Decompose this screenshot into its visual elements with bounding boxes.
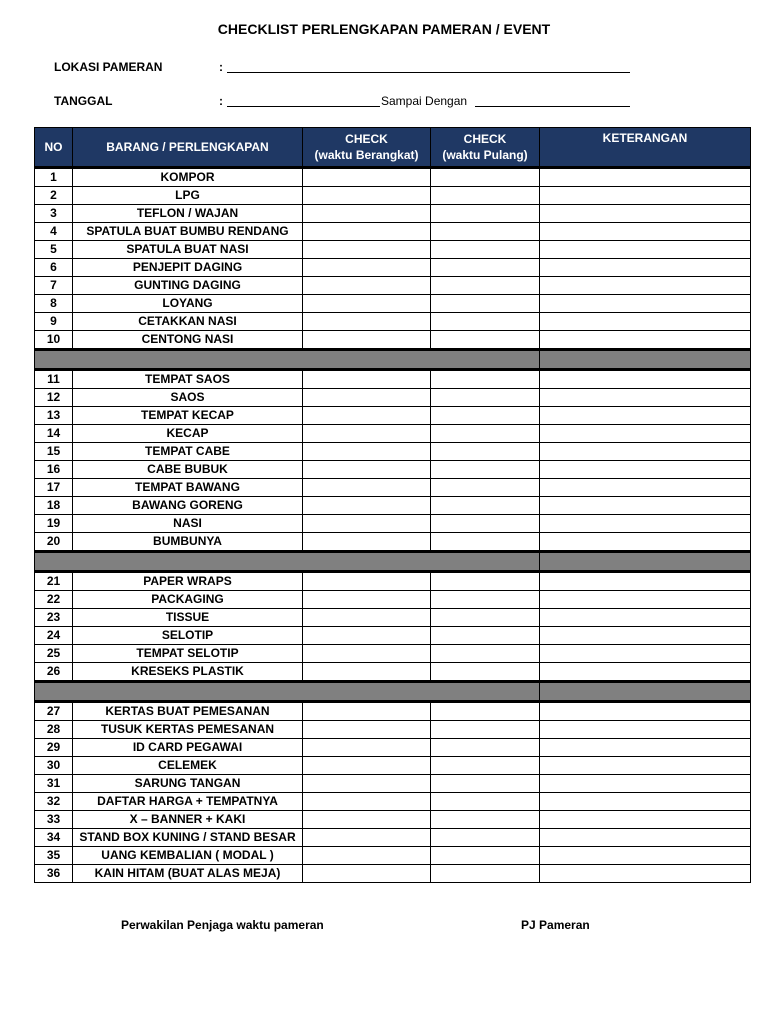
table-header-row: [35, 128, 751, 168]
separator-cell: [35, 552, 540, 572]
check-pulang-cell[interactable]: [431, 331, 540, 350]
check-pulang-cell[interactable]: [431, 223, 540, 241]
lokasi-line: [227, 59, 630, 73]
check-berangkat-cell[interactable]: [303, 627, 431, 645]
check-pulang-cell[interactable]: [431, 533, 540, 552]
item-cell: KERTAS BUAT PEMESANAN: [73, 702, 303, 721]
keterangan-cell[interactable]: [540, 775, 751, 793]
check-pulang-cell[interactable]: [431, 407, 540, 425]
section-separator-row: [35, 682, 751, 702]
keterangan-cell[interactable]: [540, 739, 751, 757]
check-pulang-cell[interactable]: [431, 591, 540, 609]
keterangan-cell[interactable]: [540, 295, 751, 313]
tanggal-label: TANGGAL: [54, 94, 113, 108]
tanggal-colon: :: [219, 94, 223, 108]
item-cell: DAFTAR HARGA + TEMPATNYA: [73, 793, 303, 811]
item-cell: PENJEPIT DAGING: [73, 259, 303, 277]
keterangan-cell[interactable]: [540, 497, 751, 515]
header-keterangan: KETERANGAN: [540, 128, 751, 168]
item-cell: KAIN HITAM (BUAT ALAS MEJA): [73, 865, 303, 883]
table-row: [35, 407, 751, 425]
header-check-berangkat-title: CHECK: [345, 132, 388, 146]
item-cell: CETAKKAN NASI: [73, 313, 303, 331]
check-berangkat-cell[interactable]: [303, 702, 431, 721]
no-cell: 9: [35, 313, 73, 331]
check-pulang-cell[interactable]: [431, 865, 540, 883]
no-cell: 17: [35, 479, 73, 497]
check-pulang-cell[interactable]: [431, 259, 540, 277]
no-cell: 16: [35, 461, 73, 479]
no-cell: 8: [35, 295, 73, 313]
table-row: [35, 331, 751, 350]
check-pulang-cell[interactable]: [431, 572, 540, 591]
check-pulang-cell[interactable]: [431, 515, 540, 533]
check-pulang-cell[interactable]: [431, 425, 540, 443]
keterangan-cell[interactable]: [540, 425, 751, 443]
section-separator-row: [35, 552, 751, 572]
item-cell: TEMPAT SAOS: [73, 370, 303, 389]
no-cell: 24: [35, 627, 73, 645]
check-berangkat-cell[interactable]: [303, 370, 431, 389]
check-pulang-cell[interactable]: [431, 389, 540, 407]
lokasi-colon: :: [219, 60, 223, 74]
no-cell: 7: [35, 277, 73, 295]
no-cell: 15: [35, 443, 73, 461]
check-pulang-cell[interactable]: [431, 497, 540, 515]
check-berangkat-cell[interactable]: [303, 793, 431, 811]
lokasi-label: LOKASI PAMERAN: [54, 60, 163, 74]
keterangan-cell[interactable]: [540, 443, 751, 461]
check-pulang-cell[interactable]: [431, 205, 540, 223]
table-row: [35, 663, 751, 682]
table-row: [35, 865, 751, 883]
keterangan-cell[interactable]: [540, 515, 751, 533]
keterangan-cell[interactable]: [540, 187, 751, 205]
check-pulang-cell[interactable]: [431, 721, 540, 739]
item-cell: BUMBUNYA: [73, 533, 303, 552]
keterangan-cell[interactable]: [540, 313, 751, 331]
check-berangkat-cell[interactable]: [303, 663, 431, 682]
check-berangkat-cell[interactable]: [303, 609, 431, 627]
check-pulang-cell[interactable]: [431, 645, 540, 663]
check-berangkat-cell[interactable]: [303, 443, 431, 461]
keterangan-cell[interactable]: [540, 331, 751, 350]
check-berangkat-cell[interactable]: [303, 389, 431, 407]
table-row: [35, 425, 751, 443]
table-row: [35, 461, 751, 479]
keterangan-cell[interactable]: [540, 168, 751, 187]
table-row: [35, 702, 751, 721]
check-berangkat-cell[interactable]: [303, 829, 431, 847]
table-row: [35, 370, 751, 389]
keterangan-cell[interactable]: [540, 829, 751, 847]
table-row: [35, 168, 751, 187]
item-cell: NASI: [73, 515, 303, 533]
table-row: [35, 241, 751, 259]
no-cell: 22: [35, 591, 73, 609]
check-pulang-cell[interactable]: [431, 609, 540, 627]
no-cell: 14: [35, 425, 73, 443]
check-berangkat-cell[interactable]: [303, 757, 431, 775]
header-check-pulang-title: CHECK: [463, 132, 507, 146]
keterangan-cell[interactable]: [540, 277, 751, 295]
no-cell: 33: [35, 811, 73, 829]
separator-keterangan-cell: [540, 350, 751, 370]
check-berangkat-cell[interactable]: [303, 295, 431, 313]
check-pulang-cell[interactable]: [431, 757, 540, 775]
keterangan-cell[interactable]: [540, 572, 751, 591]
no-cell: 35: [35, 847, 73, 865]
item-cell: LPG: [73, 187, 303, 205]
table-row: [35, 645, 751, 663]
table-row: [35, 627, 751, 645]
table-row: [35, 259, 751, 277]
keterangan-cell[interactable]: [540, 407, 751, 425]
check-berangkat-cell[interactable]: [303, 572, 431, 591]
table-row: [35, 533, 751, 552]
check-berangkat-cell[interactable]: [303, 721, 431, 739]
item-cell: SPATULA BUAT BUMBU RENDANG: [73, 223, 303, 241]
table-row: [35, 389, 751, 407]
item-cell: SELOTIP: [73, 627, 303, 645]
header-no: NO: [35, 128, 73, 168]
keterangan-cell[interactable]: [540, 702, 751, 721]
header-check-pulang: [431, 128, 540, 168]
check-pulang-cell[interactable]: [431, 313, 540, 331]
check-berangkat-cell[interactable]: [303, 259, 431, 277]
check-berangkat-cell[interactable]: [303, 331, 431, 350]
header-barang: BARANG / PERLENGKAPAN: [73, 128, 303, 168]
check-berangkat-cell[interactable]: [303, 811, 431, 829]
item-cell: TEMPAT CABE: [73, 443, 303, 461]
item-cell: LOYANG: [73, 295, 303, 313]
no-cell: 4: [35, 223, 73, 241]
keterangan-cell[interactable]: [540, 847, 751, 865]
check-berangkat-cell[interactable]: [303, 313, 431, 331]
keterangan-cell[interactable]: [540, 793, 751, 811]
no-cell: 30: [35, 757, 73, 775]
check-berangkat-cell[interactable]: [303, 407, 431, 425]
no-cell: 3: [35, 205, 73, 223]
no-cell: 18: [35, 497, 73, 515]
item-cell: TEMPAT KECAP: [73, 407, 303, 425]
no-cell: 1: [35, 168, 73, 187]
lokasi-row: [54, 59, 634, 75]
check-pulang-cell[interactable]: [431, 295, 540, 313]
check-pulang-cell[interactable]: [431, 739, 540, 757]
table-row: [35, 313, 751, 331]
keterangan-cell[interactable]: [540, 627, 751, 645]
check-berangkat-cell[interactable]: [303, 187, 431, 205]
check-pulang-cell[interactable]: [431, 663, 540, 682]
no-cell: 12: [35, 389, 73, 407]
table-row: [35, 591, 751, 609]
check-berangkat-cell[interactable]: [303, 865, 431, 883]
table-row: [35, 443, 751, 461]
no-cell: 32: [35, 793, 73, 811]
check-berangkat-cell[interactable]: [303, 645, 431, 663]
table-row: [35, 609, 751, 627]
keterangan-cell[interactable]: [540, 479, 751, 497]
table-row: [35, 847, 751, 865]
keterangan-cell[interactable]: [540, 205, 751, 223]
no-cell: 34: [35, 829, 73, 847]
tanggal-end-line: [475, 93, 630, 107]
signature-right: PJ Pameran: [521, 918, 590, 932]
item-cell: TEFLON / WAJAN: [73, 205, 303, 223]
separator-keterangan-cell: [540, 552, 751, 572]
no-cell: 2: [35, 187, 73, 205]
sampai-label: Sampai Dengan: [381, 94, 468, 108]
no-cell: 13: [35, 407, 73, 425]
check-pulang-cell[interactable]: [431, 461, 540, 479]
check-pulang-cell[interactable]: [431, 793, 540, 811]
no-cell: 6: [35, 259, 73, 277]
table-row: [35, 739, 751, 757]
check-berangkat-cell[interactable]: [303, 591, 431, 609]
keterangan-cell[interactable]: [540, 241, 751, 259]
item-cell: TUSUK KERTAS PEMESANAN: [73, 721, 303, 739]
item-cell: KOMPOR: [73, 168, 303, 187]
item-cell: PAPER WRAPS: [73, 572, 303, 591]
check-pulang-cell[interactable]: [431, 811, 540, 829]
table-row: [35, 223, 751, 241]
no-cell: 19: [35, 515, 73, 533]
no-cell: 11: [35, 370, 73, 389]
no-cell: 20: [35, 533, 73, 552]
check-berangkat-cell[interactable]: [303, 847, 431, 865]
item-cell: X – BANNER + KAKI: [73, 811, 303, 829]
keterangan-cell[interactable]: [540, 461, 751, 479]
item-cell: CENTONG NASI: [73, 331, 303, 350]
no-cell: 31: [35, 775, 73, 793]
keterangan-cell[interactable]: [540, 370, 751, 389]
keterangan-cell[interactable]: [540, 663, 751, 682]
keterangan-cell[interactable]: [540, 223, 751, 241]
separator-cell: [35, 682, 540, 702]
check-pulang-cell[interactable]: [431, 187, 540, 205]
table-row: [35, 829, 751, 847]
check-pulang-cell[interactable]: [431, 627, 540, 645]
item-cell: CABE BUBUK: [73, 461, 303, 479]
item-cell: TEMPAT BAWANG: [73, 479, 303, 497]
no-cell: 29: [35, 739, 73, 757]
no-cell: 28: [35, 721, 73, 739]
checklist-table: [34, 127, 751, 883]
table-row: [35, 811, 751, 829]
signature-left: Perwakilan Penjaga waktu pameran: [121, 918, 324, 932]
separator-cell: [35, 350, 540, 370]
header-check-pulang-sub: (waktu Pulang): [442, 148, 528, 162]
table-row: [35, 793, 751, 811]
table-row: [35, 775, 751, 793]
keterangan-cell[interactable]: [540, 609, 751, 627]
check-pulang-cell[interactable]: [431, 702, 540, 721]
table-row: [35, 515, 751, 533]
check-berangkat-cell[interactable]: [303, 205, 431, 223]
keterangan-cell[interactable]: [540, 865, 751, 883]
item-cell: TEMPAT SELOTIP: [73, 645, 303, 663]
no-cell: 26: [35, 663, 73, 682]
keterangan-cell[interactable]: [540, 389, 751, 407]
item-cell: STAND BOX KUNING / STAND BESAR: [73, 829, 303, 847]
check-pulang-cell[interactable]: [431, 241, 540, 259]
table-row: [35, 479, 751, 497]
check-berangkat-cell[interactable]: [303, 739, 431, 757]
tanggal-row: [54, 93, 634, 109]
item-cell: ID CARD PEGAWAI: [73, 739, 303, 757]
check-berangkat-cell[interactable]: [303, 479, 431, 497]
check-pulang-cell[interactable]: [431, 829, 540, 847]
table-body: [35, 168, 751, 883]
section-separator-row: [35, 350, 751, 370]
check-berangkat-cell[interactable]: [303, 223, 431, 241]
check-pulang-cell[interactable]: [431, 168, 540, 187]
table-row: [35, 295, 751, 313]
keterangan-cell[interactable]: [540, 259, 751, 277]
table-row: [35, 572, 751, 591]
check-berangkat-cell[interactable]: [303, 241, 431, 259]
check-berangkat-cell[interactable]: [303, 425, 431, 443]
item-cell: UANG KEMBALIAN ( MODAL ): [73, 847, 303, 865]
item-cell: SAOS: [73, 389, 303, 407]
keterangan-cell[interactable]: [540, 757, 751, 775]
item-cell: PACKAGING: [73, 591, 303, 609]
no-cell: 25: [35, 645, 73, 663]
keterangan-cell[interactable]: [540, 721, 751, 739]
table-row: [35, 721, 751, 739]
check-berangkat-cell[interactable]: [303, 497, 431, 515]
item-cell: TISSUE: [73, 609, 303, 627]
check-pulang-cell[interactable]: [431, 775, 540, 793]
check-pulang-cell[interactable]: [431, 443, 540, 461]
item-cell: CELEMEK: [73, 757, 303, 775]
keterangan-cell[interactable]: [540, 811, 751, 829]
item-cell: SPATULA BUAT NASI: [73, 241, 303, 259]
item-cell: KECAP: [73, 425, 303, 443]
check-pulang-cell[interactable]: [431, 479, 540, 497]
table-row: [35, 187, 751, 205]
tanggal-start-line: [227, 93, 380, 107]
separator-keterangan-cell: [540, 682, 751, 702]
table-row: [35, 497, 751, 515]
check-pulang-cell[interactable]: [431, 370, 540, 389]
table-row: [35, 757, 751, 775]
item-cell: KRESEKS PLASTIK: [73, 663, 303, 682]
check-berangkat-cell[interactable]: [303, 533, 431, 552]
no-cell: 21: [35, 572, 73, 591]
no-cell: 23: [35, 609, 73, 627]
keterangan-cell[interactable]: [540, 533, 751, 552]
check-pulang-cell[interactable]: [431, 847, 540, 865]
document-title: CHECKLIST PERLENGKAPAN PAMERAN / EVENT: [217, 21, 551, 37]
no-cell: 27: [35, 702, 73, 721]
no-cell: 10: [35, 331, 73, 350]
table-row: [35, 277, 751, 295]
keterangan-cell[interactable]: [540, 591, 751, 609]
check-berangkat-cell[interactable]: [303, 775, 431, 793]
no-cell: 36: [35, 865, 73, 883]
header-check-berangkat-sub: (waktu Berangkat): [314, 148, 419, 162]
check-berangkat-cell[interactable]: [303, 168, 431, 187]
check-berangkat-cell[interactable]: [303, 515, 431, 533]
header-check-berangkat: [303, 128, 431, 168]
item-cell: SARUNG TANGAN: [73, 775, 303, 793]
table-row: [35, 205, 751, 223]
check-berangkat-cell[interactable]: [303, 277, 431, 295]
keterangan-cell[interactable]: [540, 645, 751, 663]
no-cell: 5: [35, 241, 73, 259]
item-cell: GUNTING DAGING: [73, 277, 303, 295]
check-berangkat-cell[interactable]: [303, 461, 431, 479]
check-pulang-cell[interactable]: [431, 277, 540, 295]
item-cell: BAWANG GORENG: [73, 497, 303, 515]
